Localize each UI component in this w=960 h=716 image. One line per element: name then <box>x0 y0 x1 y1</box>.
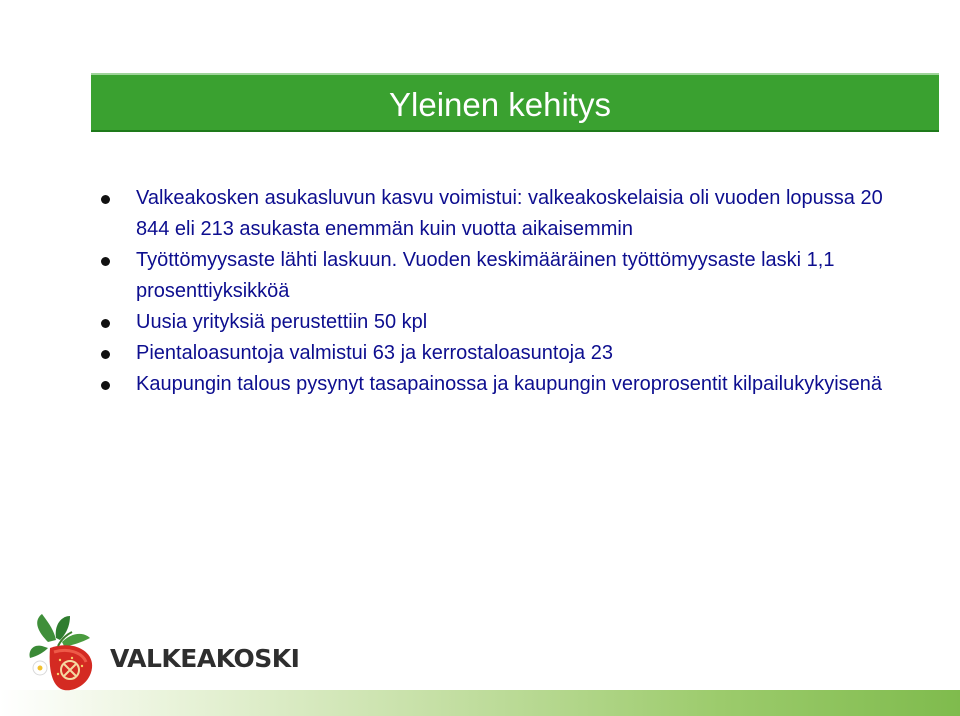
bullet-icon <box>101 381 110 390</box>
bullet-text: Työttömyysaste lähti laskuun. Vuoden keskimääräinen työttömyysaste laski 1,1 prosenttiyksikköä <box>136 249 835 302</box>
slide-title: Yleinen kehitys <box>389 86 611 123</box>
list-item <box>100 369 920 400</box>
title-bar <box>91 73 939 132</box>
bullet-text: Uusia yrityksiä perustettiin 50 kpl <box>136 311 428 333</box>
logo-wordmark: VALKEAKOSKI <box>110 644 300 673</box>
bullet-text: Valkeakosken asukasluvun kasvu voimistui: valkeakoskelaisia oli vuoden lopussa 20 844 eli 213 asukasta enemmän kuin vuotta aikaisemmin <box>136 187 883 240</box>
list-item <box>100 245 920 307</box>
bullet-text: Kaupungin talous pysynyt tasapainossa ja kaupungin veroprosentit kilpailukykyisenä <box>136 373 883 395</box>
bullet-icon <box>101 350 110 359</box>
list-item <box>100 183 920 245</box>
strawberry-emblem-icon <box>28 612 114 696</box>
bullet-icon <box>101 319 110 328</box>
bullet-text: Pientaloasuntoja valmistui 63 ja kerrostaloasuntoja 23 <box>136 342 613 364</box>
list-item <box>100 338 920 369</box>
bullet-icon <box>101 257 110 266</box>
list-item <box>100 307 920 338</box>
bullet-icon <box>101 195 110 204</box>
valkeakoski-logo <box>28 612 300 696</box>
bullet-list <box>100 183 920 400</box>
